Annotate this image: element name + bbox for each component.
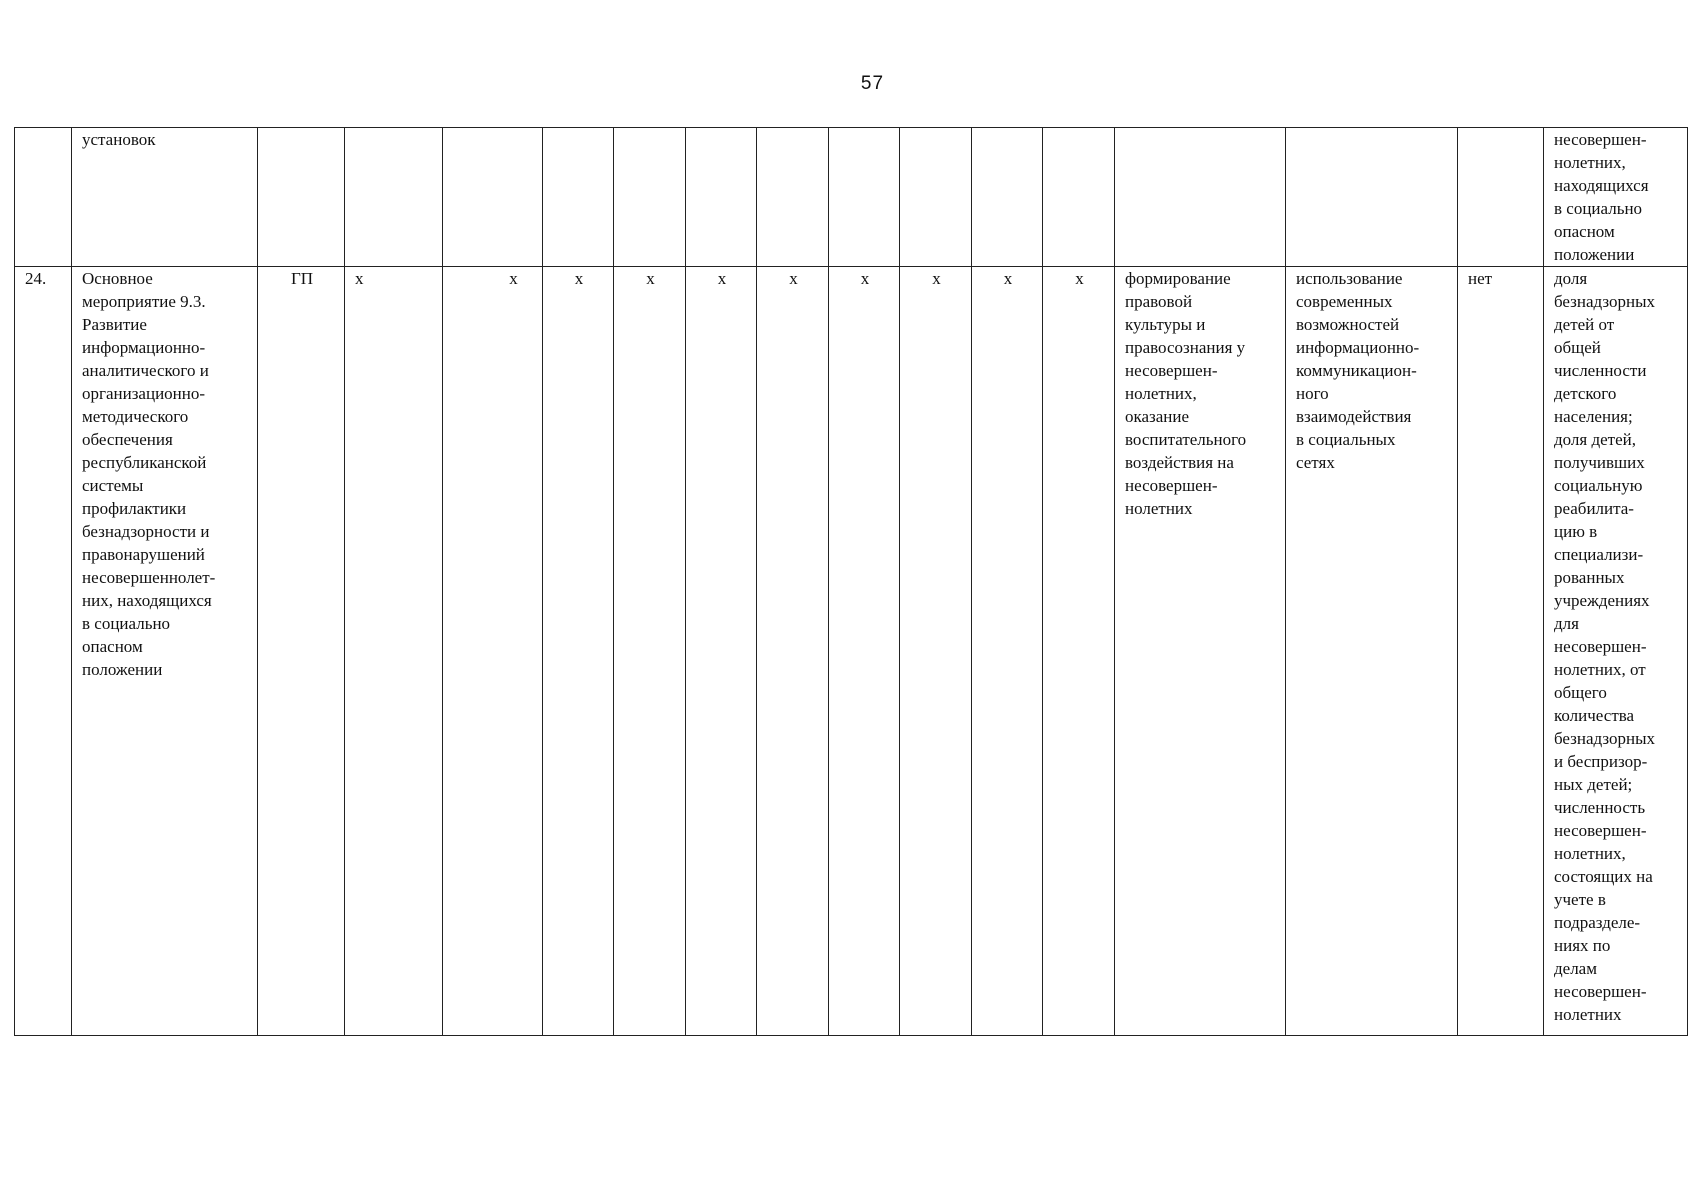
page-number: 57 bbox=[860, 73, 885, 94]
cell-mark: x bbox=[829, 267, 900, 1036]
cell-mark: x bbox=[900, 267, 972, 1036]
cell-executor bbox=[258, 128, 345, 267]
table-row bbox=[15, 128, 1688, 267]
cell-consequence bbox=[1286, 128, 1458, 267]
cell-number bbox=[15, 128, 72, 267]
cell-name: Основное мероприятие 9.3. Развитие информационно- аналитического и организационно- методического обеспечения республиканской системы профилактики безнадзорности и правонарушений несовершеннолет- них, находящихся в социально опасном положении bbox=[72, 267, 258, 1036]
cell-link: нет bbox=[1458, 267, 1544, 1036]
cell-mark bbox=[686, 128, 757, 267]
cell-mark bbox=[543, 128, 614, 267]
cell-indicator: несовершен- нолетних, находящихся в социально опасном положении bbox=[1544, 128, 1688, 267]
cell-mark: x bbox=[443, 267, 543, 1036]
cell-indicator: доля безнадзорных детей от общей численности детского населения; доля детей, получивших социальную реабилита- цию в специализи- рованных учреждениях для несовершен- нолетних, от общего количества безнадзорных и беспризор- ных детей; численность несовершен- нолетних, состоящих на учете в подразделе- ниях по делам несовершен- нолетних bbox=[1544, 267, 1688, 1036]
cell-mark bbox=[345, 128, 443, 267]
cell-mark: x bbox=[1043, 267, 1115, 1036]
cell-mark: x bbox=[614, 267, 686, 1036]
cell-mark: x bbox=[345, 267, 443, 1036]
cell-name: установок bbox=[72, 128, 258, 267]
cell-mark: x bbox=[686, 267, 757, 1036]
cell-result: формирование правовой культуры и правосознания у несовершен- нолетних, оказание воспитательного воздействия на несовершен- нолетних bbox=[1115, 267, 1286, 1036]
cell-mark: x bbox=[543, 267, 614, 1036]
cell-result bbox=[1115, 128, 1286, 267]
table-row bbox=[15, 267, 1688, 1036]
cell-executor: ГП bbox=[258, 267, 345, 1036]
cell-mark bbox=[1043, 128, 1115, 267]
cell-mark bbox=[443, 128, 543, 267]
cell-mark bbox=[757, 128, 829, 267]
cell-mark bbox=[972, 128, 1043, 267]
cell-mark: x bbox=[757, 267, 829, 1036]
cell-mark bbox=[829, 128, 900, 267]
cell-mark bbox=[900, 128, 972, 267]
cell-link bbox=[1458, 128, 1544, 267]
cell-consequence: использование современных возможностей информационно- коммуникацион- ного взаимодействия в социальных сетях bbox=[1286, 267, 1458, 1036]
cell-mark bbox=[614, 128, 686, 267]
cell-number: 24. bbox=[15, 267, 72, 1036]
program-table bbox=[14, 127, 1688, 1036]
cell-mark: x bbox=[972, 267, 1043, 1036]
